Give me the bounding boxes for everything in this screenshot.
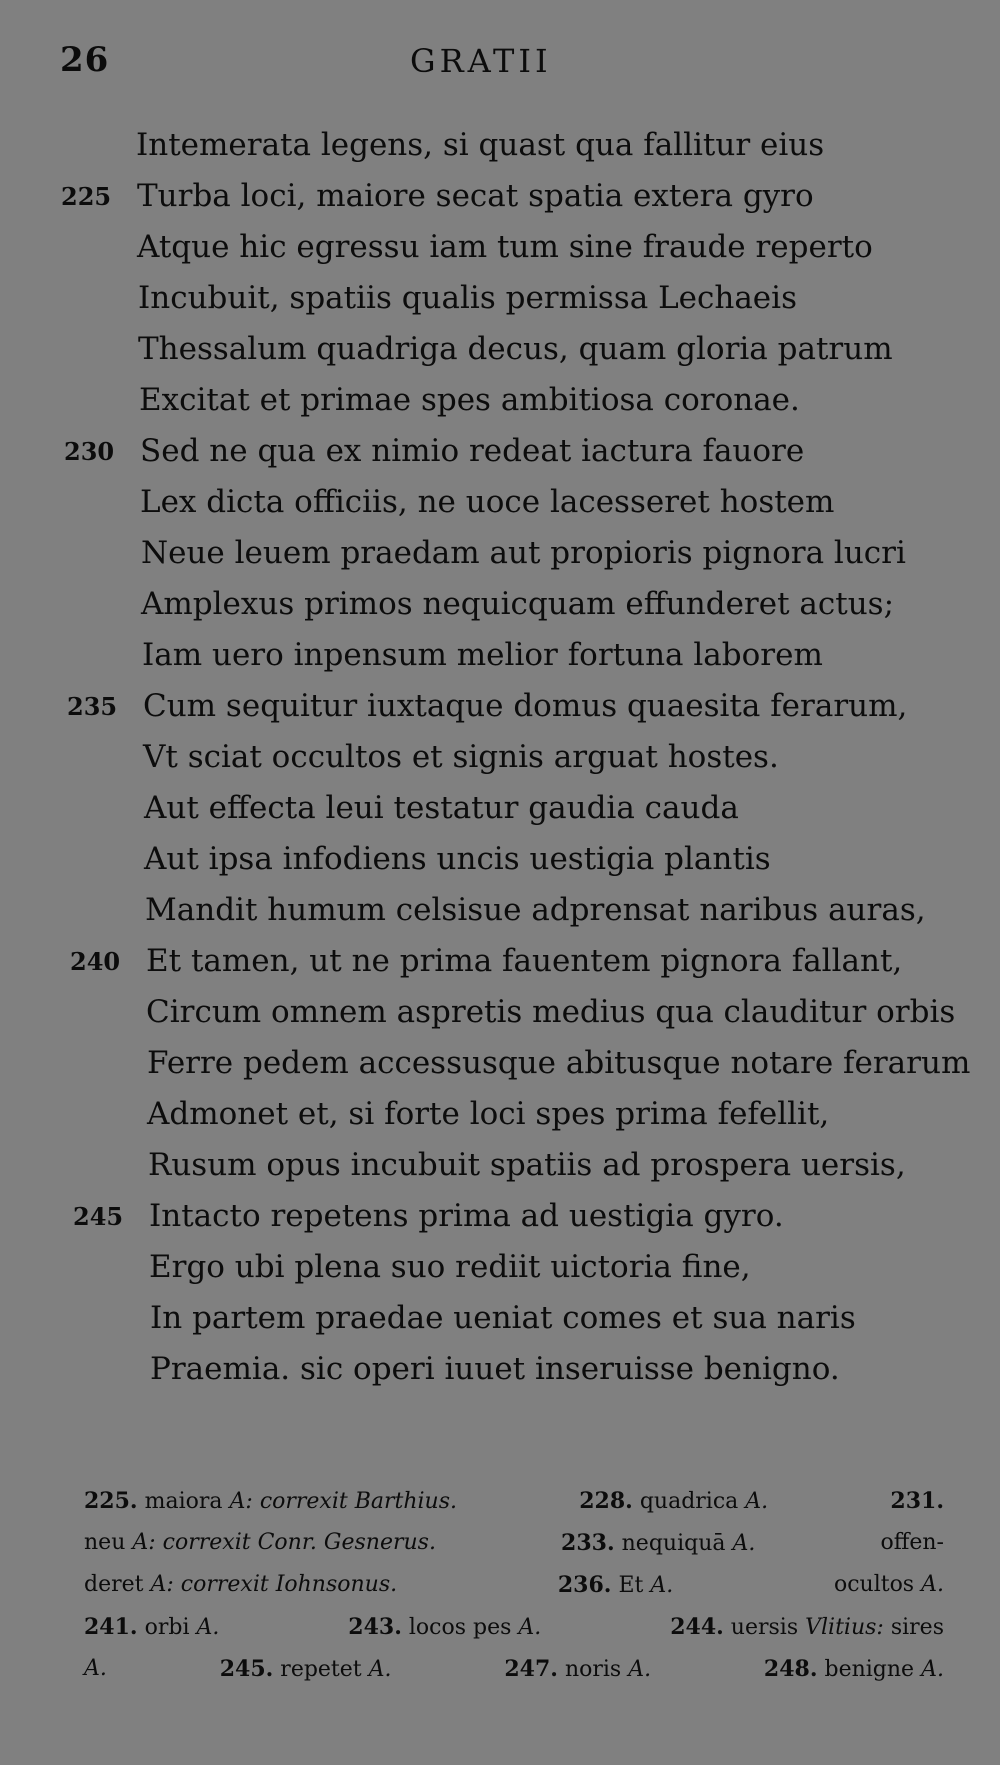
footnote-248: 248. benigne A.	[763, 1656, 944, 1682]
footnote-244-end: A.	[84, 1656, 107, 1681]
verse-text: Iam uero inpensum melior fortuna laborem	[142, 637, 823, 673]
footnote-line	[84, 1480, 944, 1522]
verse-text: Amplexus primos nequicquam effunderet actus;	[141, 586, 895, 622]
verse-line	[60, 834, 960, 885]
verse-text: Aut effecta leui testatur gaudia cauda	[144, 790, 739, 826]
footnote-228: 228. quadrica A.	[579, 1488, 769, 1514]
verse-line	[60, 885, 960, 936]
verse-text: Aut ipsa infodiens uncis uestigia plantis	[144, 841, 771, 877]
verse-number: 230	[64, 437, 115, 466]
verse-line	[60, 171, 960, 222]
footnote-line	[84, 1564, 944, 1606]
verse-line	[60, 630, 960, 681]
verse-text: Et tamen, ut ne prima fauentem pignora fallant,	[146, 943, 903, 979]
verse-number: 240	[70, 947, 121, 976]
footnote-225: 225. maiora A: correxit Barthius.	[84, 1488, 458, 1514]
footnote-233: 233. nequiquā A.	[561, 1530, 756, 1556]
verse-text: Ferre pedem accessusque abitusque notare ferarum	[147, 1045, 971, 1081]
verse-text: Atque hic egressu iam tum sine fraude reperto	[137, 229, 873, 265]
footnote-243: 243. locos pes A.	[348, 1614, 542, 1640]
verse-text: Lex dicta officiis, ne uoce lacesseret hostem	[140, 484, 835, 520]
footnote-line	[84, 1648, 944, 1690]
verse-text: Cum sequitur iuxtaque domus quaesita ferarum,	[143, 688, 908, 724]
verse-line	[60, 324, 960, 375]
verse-line	[60, 273, 960, 324]
footnote-line	[84, 1606, 944, 1648]
verse-line	[60, 477, 960, 528]
verse-text: Rusum opus incubuit spatiis ad prospera uersis,	[148, 1147, 906, 1183]
footnote-231-number: 231.	[890, 1488, 944, 1514]
verse-text: Vt sciat occultos et signis arguat hostes.	[143, 739, 779, 775]
verse-line	[60, 1089, 960, 1140]
verse-line	[60, 987, 960, 1038]
verse-text: Incubuit, spatiis qualis permissa Lechaeis	[138, 280, 797, 316]
verse-line	[60, 1038, 971, 1089]
footnote-244: 244. uersis Vlitius: sires	[670, 1614, 944, 1640]
footnote-241: 241. orbi A.	[84, 1614, 220, 1640]
verse-line	[60, 1242, 960, 1293]
verse-line	[60, 1344, 960, 1395]
page-header	[60, 40, 940, 90]
verse-line	[60, 426, 960, 477]
verse-line	[60, 120, 960, 171]
verse-line	[60, 1191, 960, 1242]
verse-line	[60, 222, 960, 273]
verse-text: Praemia. sic operi iuuet inseruisse benigno.	[150, 1351, 840, 1387]
verse-text: Excitat et primae spes ambitiosa coronae.	[139, 382, 800, 418]
apparatus-criticus	[84, 1480, 944, 1690]
poem-text	[60, 120, 971, 1395]
verse-line	[60, 1140, 960, 1191]
footnote-233-continued: offen-	[880, 1530, 944, 1555]
footnote-line	[84, 1522, 944, 1564]
verse-text: Mandit humum celsisue adprensat naribus auras,	[145, 892, 926, 928]
verse-text: Intacto repetens prima ad uestigia gyro.	[149, 1198, 784, 1234]
verse-line	[60, 783, 960, 834]
verse-number: 225	[61, 182, 112, 211]
footnote-245: 245. repetet A.	[219, 1656, 392, 1682]
verse-text: Turba loci, maiore secat spatia extera gyro	[137, 178, 814, 214]
verse-number: 245	[73, 1202, 124, 1231]
verse-text: Circum omnem aspretis medius qua clauditur orbis	[146, 994, 956, 1030]
verse-line	[60, 528, 960, 579]
footnote-236-continued: ocultos A.	[833, 1572, 944, 1597]
verse-text: Intemerata legens, si quast qua fallitur eius	[136, 127, 825, 163]
verse-text: Thessalum quadriga decus, quam gloria patrum	[138, 331, 893, 367]
verse-line	[60, 579, 960, 630]
verse-text: Neue leuem praedam aut propioris pignora lucri	[141, 535, 906, 571]
verse-text: Ergo ubi plena suo rediit uictoria fine,	[149, 1249, 751, 1285]
verse-line	[60, 681, 960, 732]
page-number: 26	[60, 40, 110, 80]
footnote-247: 247. noris A.	[504, 1656, 652, 1682]
verse-number: 235	[67, 692, 118, 721]
running-head: GRATII	[410, 42, 552, 80]
verse-text: Admonet et, si forte loci spes prima fefellit,	[147, 1096, 830, 1132]
footnote-236: 236. Et A.	[557, 1572, 674, 1598]
verse-text: In partem praedae ueniat comes et sua naris	[150, 1300, 856, 1336]
verse-line	[60, 732, 960, 783]
verse-line	[60, 936, 960, 987]
footnote-231: neu A: correxit Conr. Gesnerus.	[84, 1530, 436, 1555]
verse-line	[60, 375, 960, 426]
verse-line	[60, 1293, 960, 1344]
footnote-233-end: deret A: correxit Iohnsonus.	[84, 1572, 398, 1597]
verse-text: Sed ne qua ex nimio redeat iactura fauore	[140, 433, 805, 469]
